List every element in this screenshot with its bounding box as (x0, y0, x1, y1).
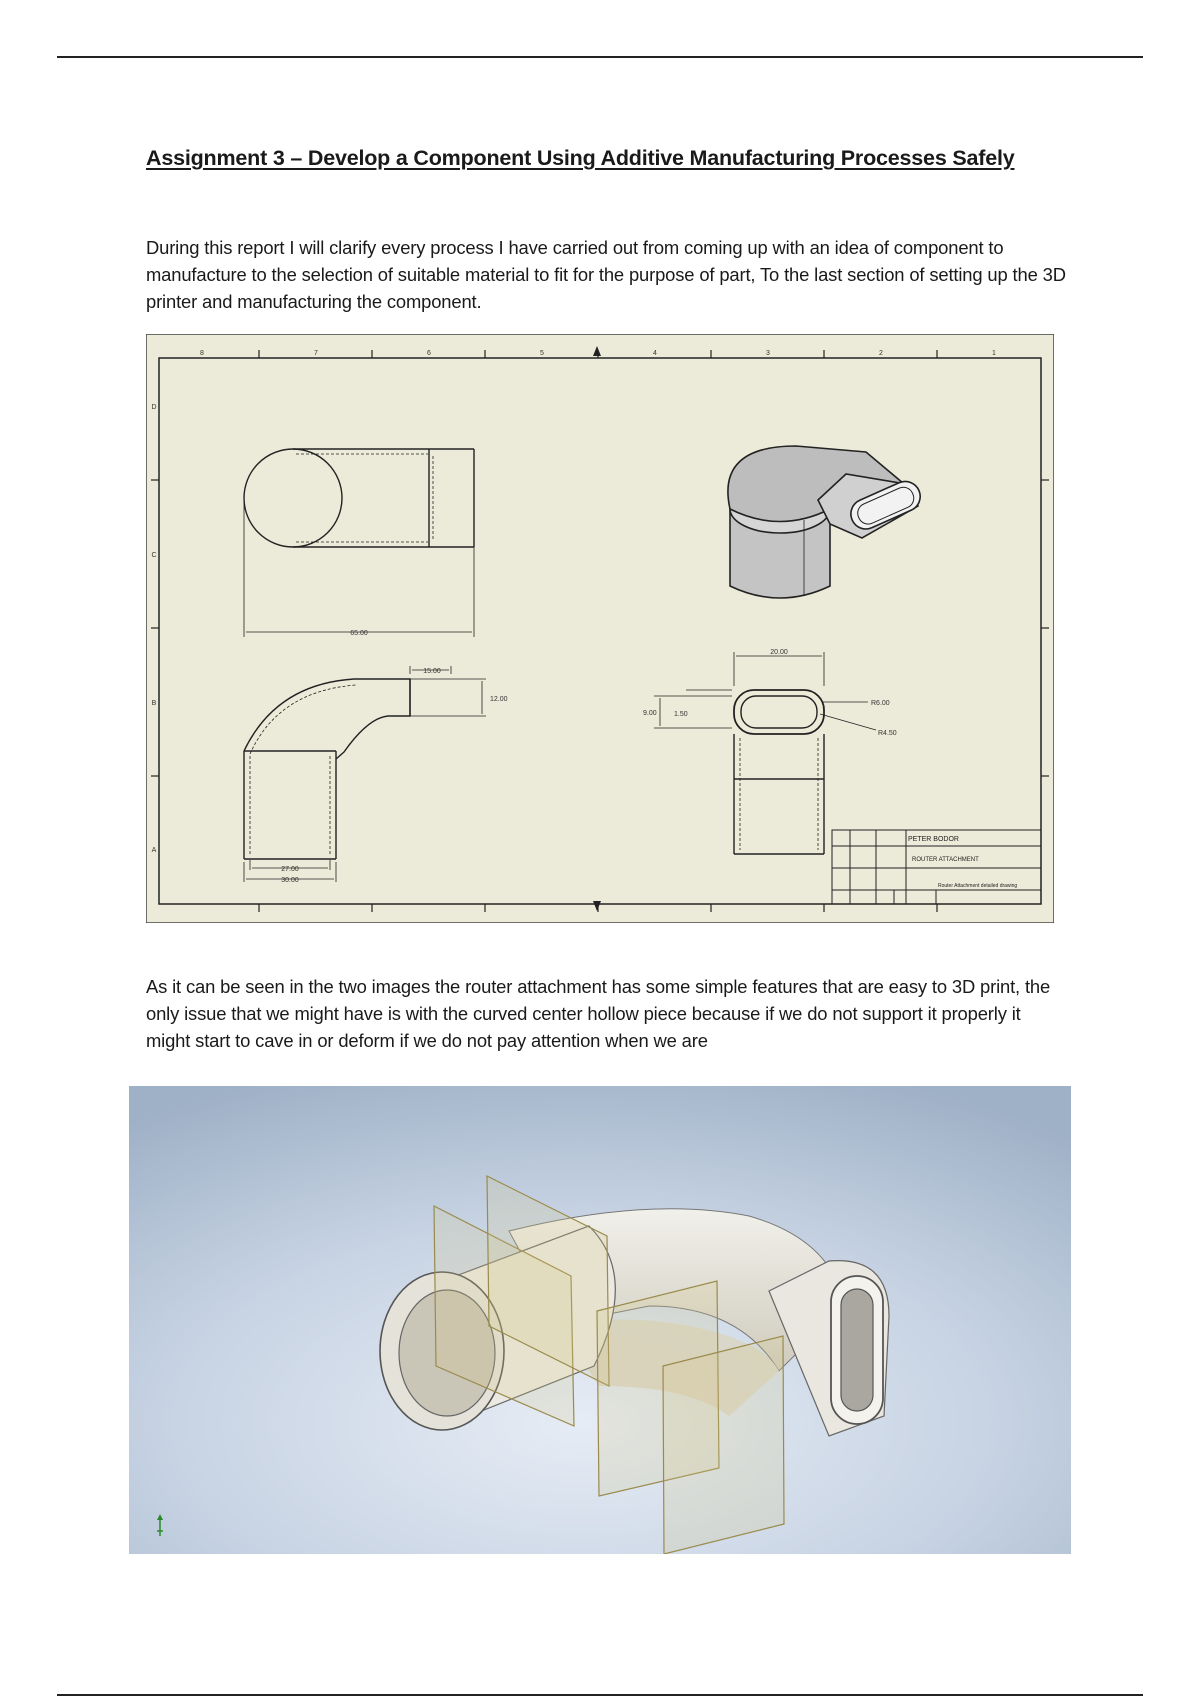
cad-render (129, 1086, 1071, 1554)
zone-b: B (151, 700, 157, 707)
zone-2: 2 (879, 350, 883, 357)
zone-1: 1 (992, 350, 996, 357)
zone-3: 3 (766, 350, 770, 357)
title-block-file: Router Attachment detailed drawing (938, 883, 1018, 889)
dim-wall: 1.50 (674, 711, 688, 718)
dim-end-width: 20.00 (770, 649, 788, 656)
dim-side-height: 12.00 (490, 696, 508, 703)
footer-rule (57, 1694, 1143, 1696)
title-block-part: ROUTER ATTACHMENT (912, 857, 979, 863)
zone-6: 6 (427, 350, 431, 357)
intro-paragraph: During this report I will clarify every process I have carried out from coming up with an idea of component to manufacture to the selection of suitable material to fit for the purpose of part, To the last section of setting up the 3D printer and manufacturing the component. (146, 237, 1066, 312)
dim-radius-inner: R4.50 (878, 730, 897, 737)
dim-end-height: 9.00 (643, 710, 657, 717)
page-title: Assignment 3 – Develop a Component Using Additive Manufacturing Processes Safely (146, 146, 1015, 170)
dim-radius-outer: R6.00 (871, 700, 890, 707)
zone-d: D (151, 404, 157, 411)
zone-c: C (151, 552, 157, 559)
zone-7: 7 (314, 350, 318, 357)
dim-top-width: 65.00 (350, 630, 368, 637)
technical-drawing (146, 334, 1054, 923)
dim-bottom-inner: 27.00 (281, 866, 299, 873)
zone-4: 4 (653, 350, 657, 357)
dim-bottom-outer: 30.00 (281, 877, 299, 884)
zone-5: 5 (540, 350, 544, 357)
header-rule (57, 56, 1143, 58)
title-block-name: PETER BODOR (908, 836, 959, 843)
zone-a: A (151, 847, 157, 854)
dim-side-width: 15.00 (423, 668, 441, 675)
discussion-paragraph: As it can be seen in the two images the router attachment has some simple features that are easy to 3D print, the only issue that we might have is with the curved center hollow piece because if we do not support it properly it might start to cave in or deform if we do not pay attention when we are (146, 976, 1051, 1051)
zone-8: 8 (200, 350, 204, 357)
